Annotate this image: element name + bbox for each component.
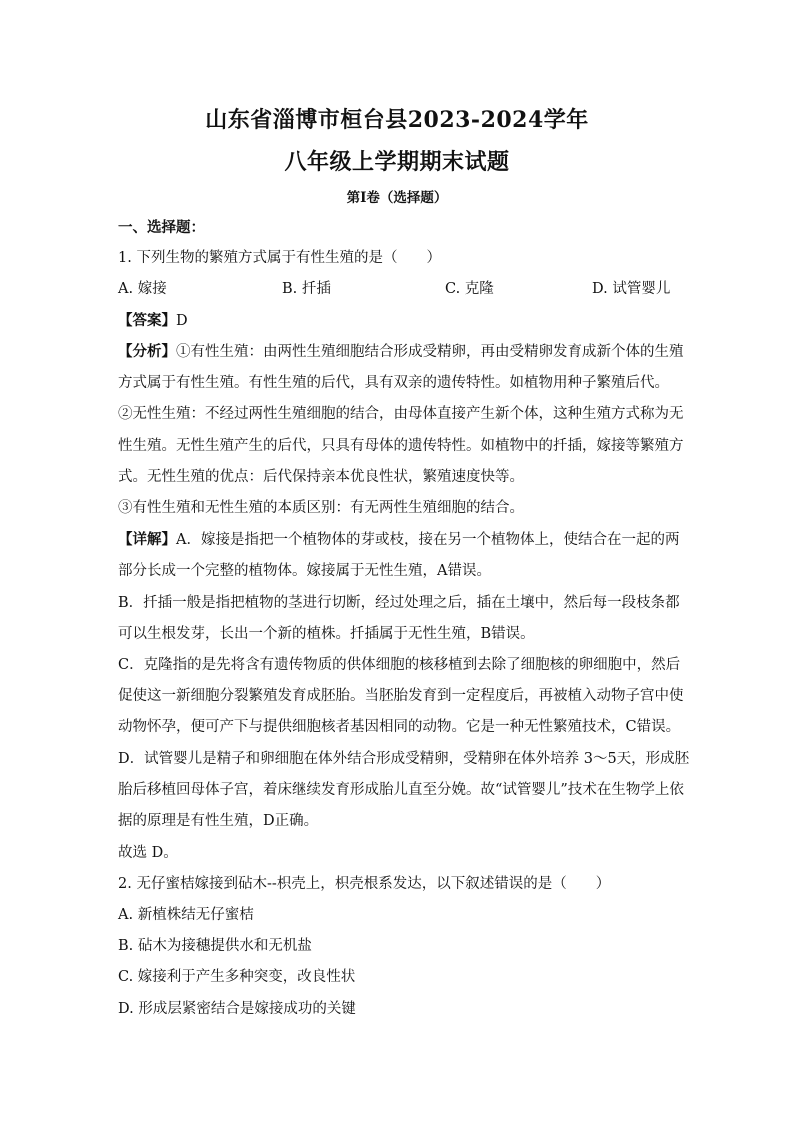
q1-conclusion: 故选 D。: [118, 845, 178, 861]
q1-detail-line: 可以生根发芽，长出一个新的植株。扦插属于无性生殖，B错误。: [118, 626, 535, 642]
q1-stem: 1. 下列生物的繁殖方式属于有性生殖的是（ ）: [118, 250, 441, 266]
q2-stem: 2. 无仔蜜桔嫁接到砧木--枳壳上，枳壳根系发达，以下叙述错误的是（ ）: [118, 876, 611, 892]
q2-option-a: A. 新植株结无仔蜜桔: [118, 907, 254, 923]
q1-analysis-line: [118, 342, 684, 362]
title-line-2: 八年级上学期期末试题: [284, 149, 510, 175]
analysis-tag: 【分析】: [118, 343, 176, 360]
q2-option-d: D. 形成层紧密结合是嫁接成功的关键: [118, 1001, 356, 1017]
q1-option-b: B. 扦插: [282, 281, 331, 297]
section-heading: 一、选择题：: [118, 219, 205, 236]
q1-detail-line: 促使这一新细胞分裂繁殖发育成胚胎。当胚胎发育到一定程度后，再被植入动物子宫中使: [118, 688, 684, 704]
q1-detail-line: C．克隆指的是先将含有遗传物质的供体细胞的核移植到去除了细胞核的卵细胞中，然后: [118, 657, 681, 673]
q1-analysis-line: ②无性生殖：不经过两性生殖细胞的结合，由母体直接产生新个体，这种生殖方式称为无: [118, 406, 684, 422]
q1-detail-line: 动物怀孕，便可产下与提供细胞核者基因相同的动物。它是一种无性繁殖技术，C错误。: [118, 719, 681, 735]
detail-tag: 【详解】: [118, 531, 176, 548]
answer-value: D: [176, 313, 188, 329]
q1-detail-line: D．试管婴儿是精子和卵细胞在体外结合形成受精卵，受精卵在体外培养 3～5天，形成胚: [118, 751, 690, 767]
answer-tag: 【答案】: [118, 312, 176, 329]
q1-analysis-line: 方式属于有性生殖。有性生殖的后代，具有双亲的遗传特性。如植物用种子繁殖后代。: [118, 375, 669, 391]
q1-option-a: A. 嫁接: [118, 281, 167, 297]
q1-option-d: D. 试管婴儿: [592, 281, 671, 297]
q1-detail-line: 据的原理是有性生殖，D正确。: [118, 813, 319, 829]
analysis-text: ①有性生殖：由两性生殖细胞结合形成受精卵，再由受精卵发育成新个体的生殖: [176, 344, 684, 360]
q1-analysis-line: 性生殖。无性生殖产生的后代，只具有母体的遗传特性。如植物中的扦插，嫁接等繁殖方: [118, 438, 684, 454]
q1-detail-line: 部分长成一个完整的植物体。嫁接属于无性生殖，A错误。: [118, 563, 491, 579]
q1-option-c: C. 克隆: [445, 281, 494, 297]
q1-detail-line: [118, 530, 678, 550]
detail-text: A．嫁接是指把一个植物体的芽或枝，接在另一个植物体上，使结合在一起的两: [176, 532, 680, 548]
q1-analysis-line: 式。无性生殖的优点：后代保持亲本优良性状，繁殖速度快等。: [118, 469, 524, 485]
q1-analysis-line: ③有性生殖和无性生殖的本质区别：有无两性生殖细胞的结合。: [118, 500, 524, 516]
q1-answer: [118, 311, 678, 331]
q2-option-b: B. 砧木为接穗提供水和无机盐: [118, 938, 312, 954]
title-line-1: 山东省淄博市桓台县2023-2024学年: [205, 107, 589, 133]
q2-option-c: C. 嫁接利于产生多种突变，改良性状: [118, 969, 356, 985]
volume-subtitle: 第Ⅰ卷（选择题）: [346, 190, 448, 206]
q1-detail-line: B．扦插一般是指把植物的茎进行切断，经过处理之后，插在土壤中，然后每一段枝条都: [118, 595, 680, 611]
q1-detail-line: 胎后移植回母体子宫，着床继续发育形成胎儿直至分娩。故“试管婴儿”技术在生物学上依: [118, 782, 684, 798]
